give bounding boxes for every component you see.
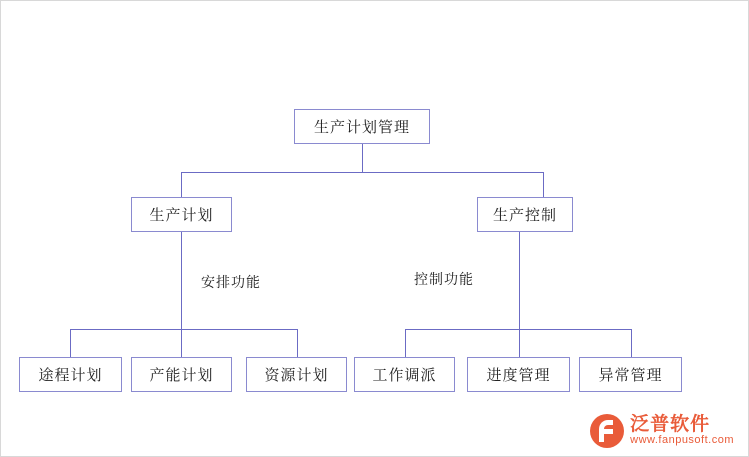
connector-left-leaf-1 [70,329,71,357]
node-label: 途程计划 [38,367,103,384]
node-label: 产能计划 [149,367,214,384]
watermark [590,414,734,448]
node-branch-left [131,197,232,232]
node-label: 生产计划 [149,207,214,224]
node-label: 工作调派 [372,367,437,384]
node-leaf-route-plan [19,357,122,392]
connector-branch-left-down [181,232,182,329]
connector-right-leaf-bus [405,329,631,330]
node-leaf-resource-plan [246,357,347,392]
watermark-title: 泛普软件 [630,414,711,436]
connector-left-leaf-3 [297,329,298,357]
node-leaf-exception-management [579,357,682,392]
connector-root-down [362,144,363,172]
node-root [294,109,430,144]
node-label: 进度管理 [486,367,551,384]
edge-label-left: 安排功能 [201,274,261,290]
node-leaf-capacity-plan [131,357,232,392]
connector-right-leaf-3 [631,329,632,357]
node-label: 异常管理 [598,367,663,384]
connector-right-leaf-1 [405,329,406,357]
watermark-text [630,415,734,446]
watermark-url: www.fanpusoft.com [630,434,734,447]
connector-right-leaf-2 [519,329,520,357]
connector-root-bus [181,172,543,173]
connector-branch-right-down [519,232,520,329]
connector-bus-to-branch-right [543,172,544,197]
brand-logo-icon [590,414,624,448]
node-branch-right [477,197,573,232]
connector-left-leaf-bus [70,329,297,330]
node-label: 生产计划管理 [313,119,410,136]
node-leaf-work-dispatch [354,357,455,392]
node-label: 资源计划 [264,367,329,384]
node-label: 生产控制 [492,207,557,224]
connector-bus-to-branch-left [181,172,182,197]
node-leaf-progress-management [467,357,570,392]
edge-label-right: 控制功能 [414,271,474,287]
connector-left-leaf-2 [181,329,182,357]
